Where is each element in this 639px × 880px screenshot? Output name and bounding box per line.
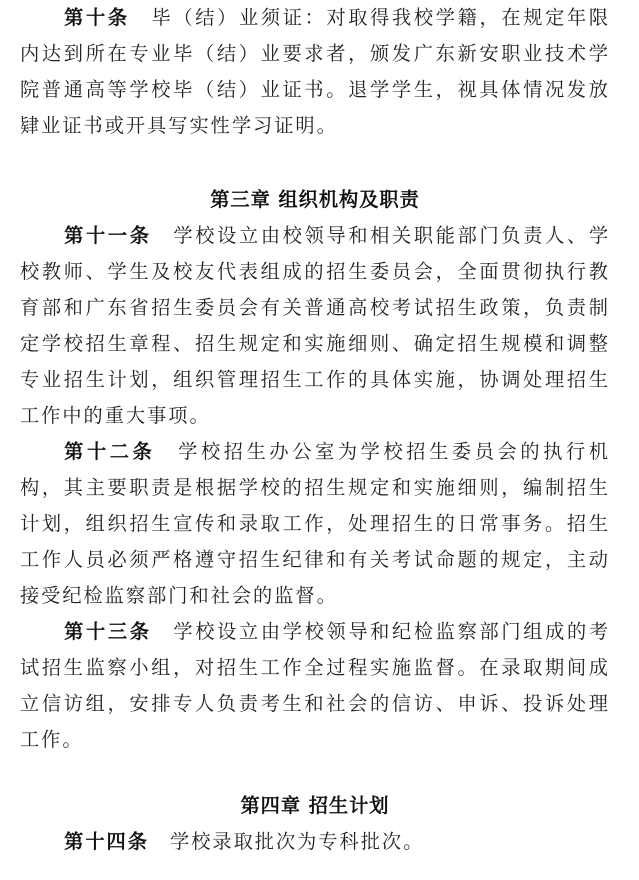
article-14-text: 学校录取批次为专科批次。 (170, 830, 425, 853)
article-10-number: 第十条 (64, 6, 130, 29)
article-13-text: 学校设立由学校领导和纪检监察部门组成的考试招生监察小组，对招生工作全过程实施监督。在录取期间成立信访组，安排专人负责考生和社会的信访、申诉、投诉处理工作。 (20, 620, 611, 751)
article-12 (20, 434, 610, 614)
article-11-number: 第十一条 (64, 224, 152, 247)
article-11 (20, 218, 610, 434)
article-10-text: 毕（结）业须证：对取得我校学籍，在规定年限内达到所在专业毕（结）业要求者，颁发广东新安职业技术学院普通高等学校毕（结）业证书。退学学生，视具体情况发放肄业证书或开具写实性学习证明。 (20, 6, 611, 137)
chapter-4-heading: 第四章 招生计划 (240, 794, 390, 817)
article-12-number: 第十二条 (64, 440, 156, 463)
chapter-3-heading: 第三章 组织机构及职责 (210, 188, 420, 211)
document-page (20, 0, 610, 860)
article-11-text: 学校设立由校领导和相关职能部门负责人、学校教师、学生及校友代表组成的招生委员会，全面贯彻执行教育部和广东省招生委员会有关普通高校考试招生政策，负责制定学校招生章程、招生规定和实施细则、确定招生规模和调整专业招生计划，组织管理招生工作的具体实施，协调处理招生工作中的重大事项。 (20, 224, 611, 427)
article-14 (20, 824, 610, 860)
article-10 (20, 0, 610, 144)
article-14-number: 第十四条 (64, 830, 149, 853)
article-13 (20, 614, 610, 758)
article-12-text: 学校招生办公室为学校招生委员会的执行机构，其主要职责是根据学校的招生规定和实施细则，编制招生计划，组织招生宣传和录取工作，处理招生的日常事务。招生工作人员必须严格遵守招生纪律和有关考试命题的规定，主动接受纪检监察部门和社会的监督。 (20, 440, 611, 607)
article-13-number: 第十三条 (64, 620, 152, 643)
